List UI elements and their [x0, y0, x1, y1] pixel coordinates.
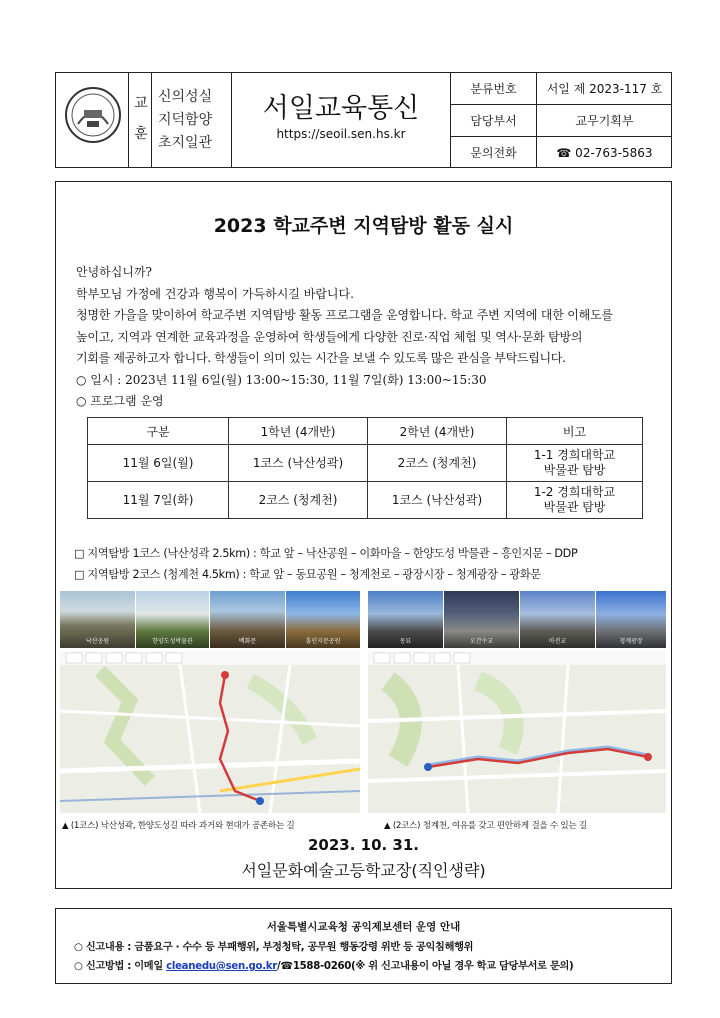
table-cell: 2코스 (청계천)	[229, 482, 368, 519]
photo-caption: 청계광장	[619, 638, 643, 645]
table-header: 1학년 (4개반)	[229, 418, 368, 445]
course-2: □ 지역탐방 2코스 (청계천 4.5km) : 학교 앞 – 동묘공원 – 청계천로 – 광장시장 – 청계광장 – 광화문	[74, 568, 541, 581]
program-label: ○ 프로그램 운영	[76, 394, 164, 408]
photo-majeon-bridge	[520, 591, 595, 648]
table-cell: 11월 7일(화)	[88, 482, 229, 519]
document-title: 2023 학교주변 지역탐방 활동 실시	[213, 215, 514, 237]
table-cell: 11월 6일(월)	[88, 445, 229, 482]
footer-method-label: ○ 신고방법 : 이메일	[74, 961, 167, 972]
body-line: 기회를 제공하고자 합니다. 학생들이 의미 있는 시간을 보낼 수 있도록 많은 관심을 부탁드립니다.	[76, 351, 566, 365]
program-table	[87, 417, 643, 519]
divider	[151, 72, 152, 168]
motto-lines	[158, 86, 224, 155]
table-cell	[507, 482, 643, 519]
motto-line: 신의성실	[158, 89, 213, 105]
school-url[interactable]: https://seoil.sen.hs.kr	[276, 127, 406, 141]
motto-label: 교 훈	[132, 94, 148, 146]
photo-caption: 동묘	[399, 638, 412, 645]
school-emblem	[64, 86, 122, 144]
table-header: 비고	[507, 418, 643, 445]
table-row	[88, 482, 643, 519]
photo-caption: 흥인지문공원	[305, 638, 341, 645]
photo-caption: 백화문	[238, 638, 257, 645]
map-caption-right: ▲ (2코스) 청계천, 여유를 갖고 편안하게 걸을 수 있는 길	[384, 821, 588, 831]
map-course-2	[368, 651, 666, 813]
meta-value-code: 서일 제 2023-117 호	[546, 81, 663, 96]
table-header: 구분	[88, 418, 229, 445]
photo-heunginjimun-park	[286, 591, 360, 648]
meta-label-phone: 문의전화	[470, 146, 517, 160]
photo-baekhwamun	[210, 591, 285, 648]
map-course-1	[60, 651, 360, 813]
meta-value-dept: 교무기획부	[575, 114, 634, 128]
body-line: 청명한 가을을 맞이하여 학교주변 지역탐방 활동 프로그램을 운영합니다. 학교 주변 지역에 대한 이해도를	[76, 308, 613, 322]
footer-line-1: ○ 신고내용 : 금품요구 · 수수 등 부패행위, 부정청탁, 공무원 행동강령 위반 등 공익침해행위	[74, 942, 474, 953]
map-caption-left: ▲ (1코스) 낙산성곽, 한양도성길 따라 과거와 현대가 공존하는 길	[62, 821, 295, 831]
body-line: 높이고, 지역과 연계한 교육과정을 운영하여 학생들에게 다양한 진로·직업 체험 및 역사·문화 탐방의	[76, 329, 583, 344]
body-line: 학부모님 가정에 건강과 행복이 가득하시길 바랍니다.	[76, 286, 354, 301]
meta-label-dept: 담당부서	[470, 114, 517, 128]
footer-method-rest: /☎1588-0260(※ 위 신고내용이 아닐 경우 학교 담당부서로 문의)	[277, 961, 574, 972]
photo-caption: 한양도성박물관	[152, 638, 193, 645]
photo-cheonggye-plaza	[596, 591, 666, 648]
photo-caption: 낙산공원	[85, 638, 110, 645]
note-line: 1-1 경희대학교	[533, 448, 616, 462]
motto-line: 초지일관	[158, 135, 213, 151]
table-row	[88, 445, 643, 482]
motto-line: 지덕함양	[158, 112, 213, 128]
course-1: □ 지역탐방 1코스 (낙산성곽 2.5km) : 학교 앞 – 낙산공원 – 이화마을 – 한양도성 박물관 – 흥인지문 – DDP	[74, 547, 578, 560]
note-line: 1-2 경희대학교	[533, 485, 616, 499]
meta-value-phone: ☎ 02-763-5863	[556, 145, 653, 160]
table-cell: 1코스 (낙산성곽)	[229, 445, 368, 482]
note-line: 박물관 탐방	[543, 463, 606, 477]
photo-caption: 마전교	[548, 638, 567, 645]
greeting: 안녕하십니까?	[76, 265, 152, 279]
newsletter-title: 서일교육통신	[262, 93, 420, 124]
footer-line-2	[74, 957, 674, 972]
table-header-row	[88, 418, 643, 445]
table-cell: 2코스 (청계천)	[368, 445, 507, 482]
table-cell	[507, 445, 643, 482]
photo-dongmyo	[368, 591, 443, 648]
body-text	[76, 262, 676, 413]
photo-caption: 오간수교	[469, 638, 494, 645]
principal-signature: 서일문화예술고등학교장(직인생략)	[241, 861, 486, 880]
issue-date: 2023. 10. 31.	[307, 836, 420, 854]
photo-ogansu-bridge	[444, 591, 519, 648]
meta-label-code: 분류번호	[470, 81, 517, 96]
photo-fortress-museum	[136, 591, 209, 648]
table-header: 2학년 (4개반)	[368, 418, 507, 445]
note-line: 박물관 탐방	[543, 500, 606, 514]
report-email-link[interactable]: cleanedu@sen.go.kr	[166, 961, 278, 972]
table-cell: 1코스 (낙산성곽)	[368, 482, 507, 519]
schedule-line: ○ 일시 : 2023년 11월 6일(월) 13:00~15:30, 11월 7일(화) 13:00~15:30	[76, 372, 487, 387]
photo-naksan-park	[60, 591, 135, 648]
footer-title: 서울특별시교육청 공익제보센터 운영 안내	[266, 921, 461, 933]
